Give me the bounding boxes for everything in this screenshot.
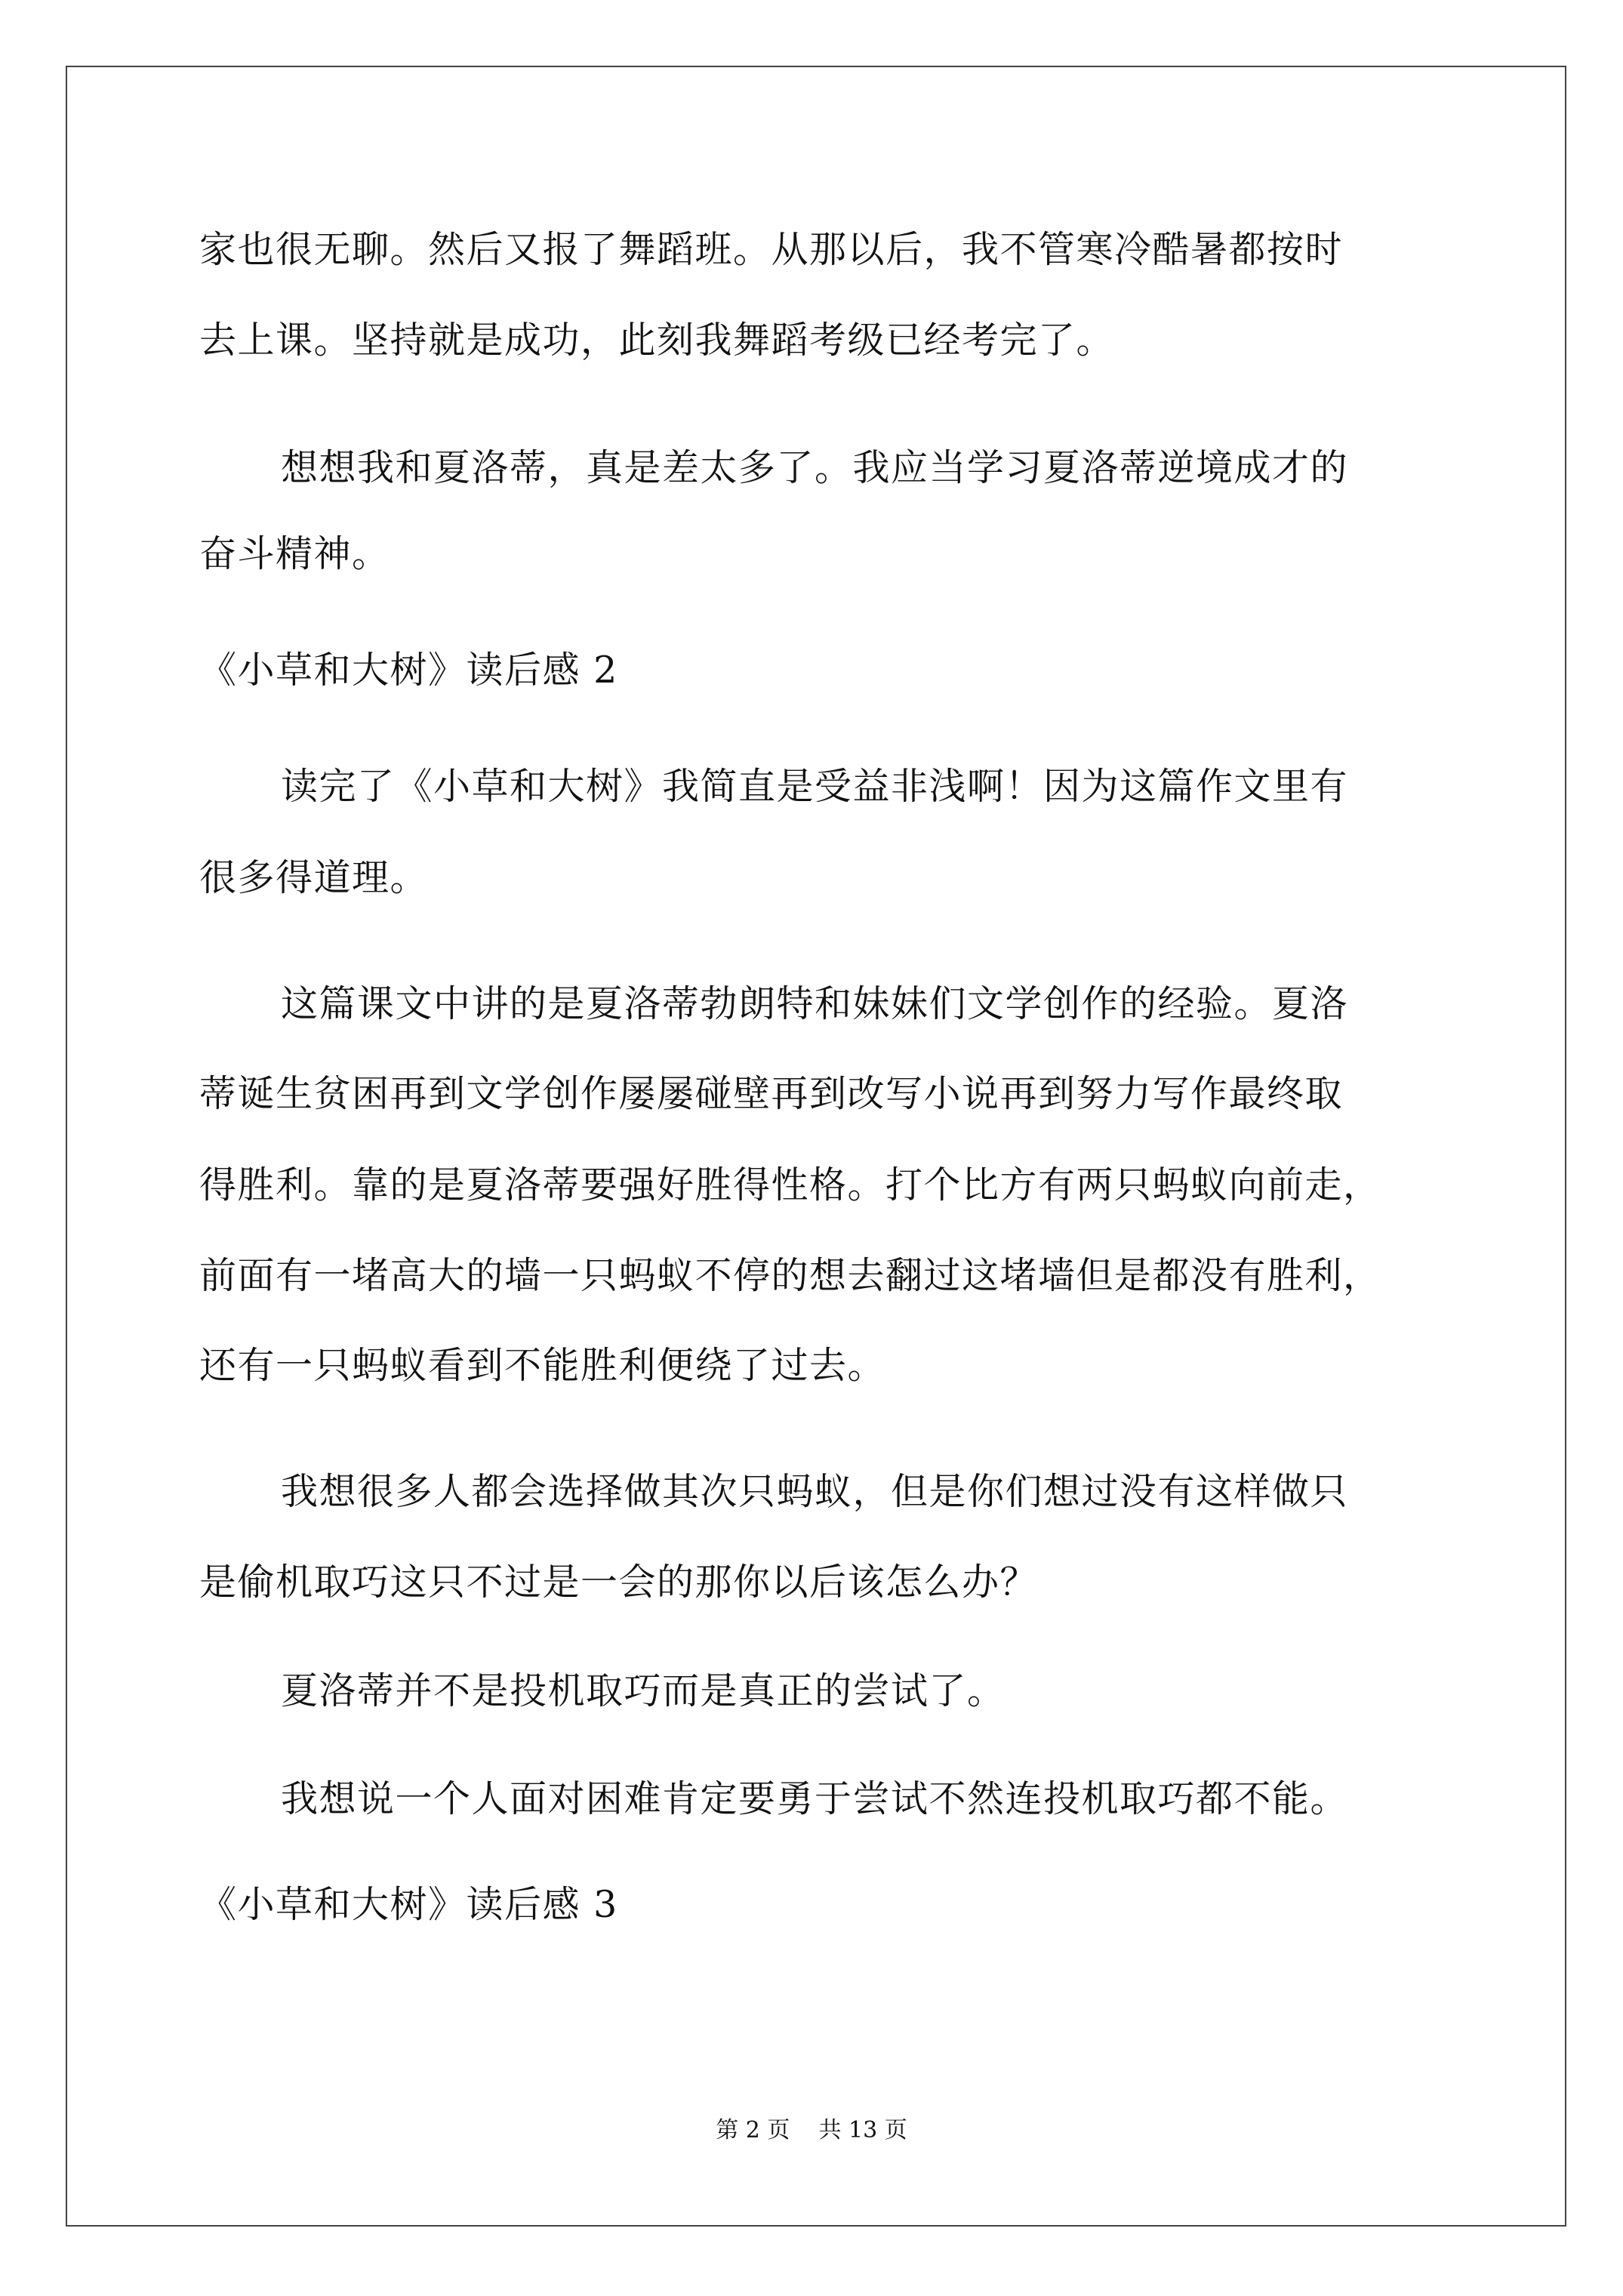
paragraph-start-line-3: 想想我和夏洛蒂，真是差太多了。我应当学习夏洛蒂逆境成才的 xyxy=(281,446,1349,489)
text-line-7: 很多得道理。 xyxy=(199,856,429,899)
text-line-2: 去上课。坚持就是成功，此刻我舞蹈考级已经考完了。 xyxy=(199,319,1115,362)
section-heading-2: 《小草和大树》读后感 2 xyxy=(199,649,618,692)
text-line-10: 得胜利。靠的是夏洛蒂要强好胜得性格。打个比方有两只蚂蚁向前走， xyxy=(199,1163,1381,1207)
paragraph-start-line-8: 这篇课文中讲的是夏洛蒂勃朗特和妹妹们文学创作的经验。夏洛 xyxy=(281,982,1349,1025)
section-heading-3: 《小草和大树》读后感 3 xyxy=(199,1883,618,1926)
text-line-11: 前面有一堵高大的墙一只蚂蚁不停的想去翻过这堵墙但是都没有胜利， xyxy=(199,1254,1381,1297)
paragraph-start-line-16: 我想说一个人面对困难肯定要勇于尝试不然连投机取巧都不能。 xyxy=(281,1777,1349,1820)
paragraph-start-line-13: 我想很多人都会选择做其次只蚂蚁，但是你们想过没有这样做只 xyxy=(281,1470,1349,1513)
text-line-1: 家也很无聊。然后又报了舞蹈班。从那以后，我不管寒冷酷暑都按时 xyxy=(199,228,1344,271)
text-line-4: 奋斗精神。 xyxy=(199,532,390,575)
page-footer: 第 2 页 共 13 页 xyxy=(716,2117,907,2143)
text-line-9: 蒂诞生贫困再到文学创作屡屡碰壁再到改写小说再到努力写作最终取 xyxy=(199,1072,1344,1115)
paragraph-start-line-6: 读完了《小草和大树》我简直是受益非浅啊！因为这篇作文里有 xyxy=(281,765,1349,808)
paragraph-start-line-15: 夏洛蒂并不是投机取巧而是真正的尝试了。 xyxy=(281,1669,1006,1712)
text-line-14: 是偷机取巧这只不过是一会的那你以后该怎么办？ xyxy=(199,1561,1039,1604)
text-line-12: 还有一只蚂蚁看到不能胜利便绕了过去。 xyxy=(199,1344,886,1387)
